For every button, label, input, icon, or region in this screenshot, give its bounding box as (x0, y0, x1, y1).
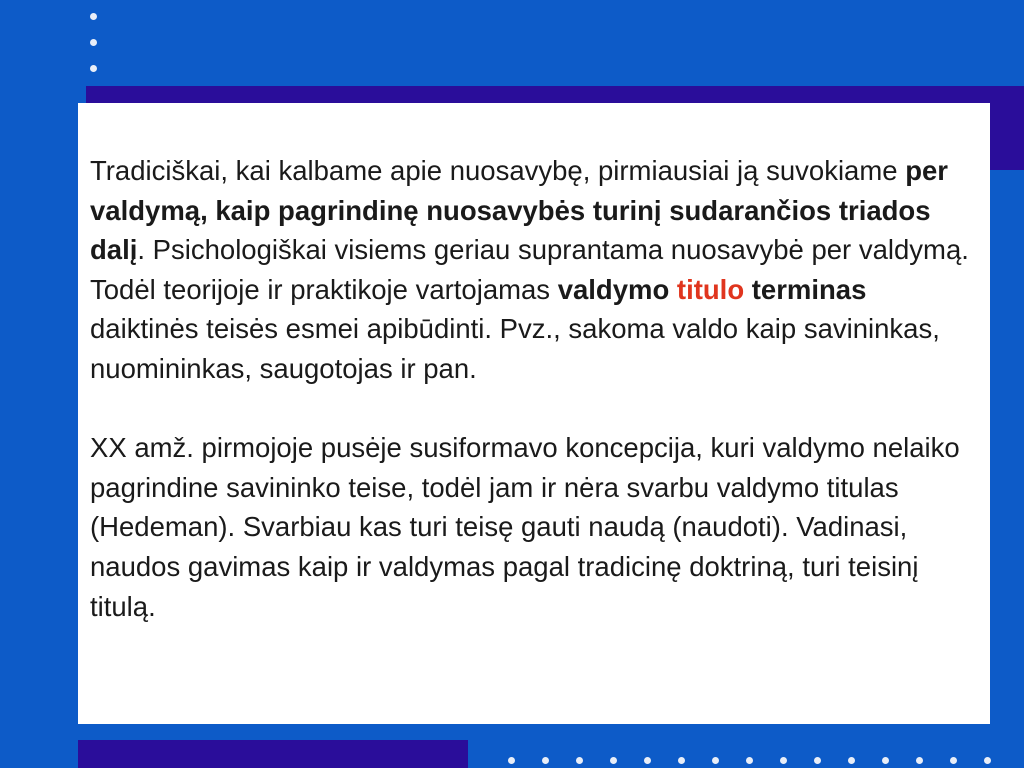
decor-dot (916, 757, 923, 764)
decor-dot (576, 757, 583, 764)
text-run: daiktinės teisės esmei apibūdinti. Pvz., sakoma valdo kaip savininkas, nuomininkas, saugotojas ir pan. (90, 313, 940, 384)
decor-dot (610, 757, 617, 764)
text-run (744, 274, 752, 305)
paragraph-ownership (90, 151, 980, 389)
decor-band-bottom (78, 740, 468, 768)
decor-dot (90, 13, 97, 20)
bold-word: valdymo (557, 273, 670, 305)
content-panel (78, 103, 990, 724)
decor-dot (746, 757, 753, 764)
decor-dot (848, 757, 855, 764)
decor-dot (644, 757, 651, 764)
text-run: Tradiciškai, kai kalbame apie nuosavybę, pirmiausiai ją suvokiame (90, 155, 906, 186)
decor-dot (678, 757, 685, 764)
decor-dot (90, 39, 97, 46)
text-run: . Psichologiškai visiems geriau suprantama nuosavybė per valdymą. Todėl teorijoje ir praktikoje vartojamas (90, 234, 969, 305)
slide-text (90, 151, 980, 626)
decor-dot (508, 757, 515, 764)
decor-dot (950, 757, 957, 764)
text-run (669, 274, 677, 305)
decor-dot (90, 65, 97, 72)
decor-dot (984, 757, 991, 764)
decor-dot (712, 757, 719, 764)
decor-dot (542, 757, 549, 764)
paragraph-concept: XX amž. pirmojoje pusėje susiformavo koncepcija, kuri valdymo nelaiko pagrindine savininko teise, todėl jam ir nėra svarbu valdymo titulas (Hedeman). Svarbiau kas turi teisę gauti naudą (naudoti). Vadinasi, naudos gavimas kaip ir valdymas pagal tradicinę doktriną, turi teisinį titulą. (90, 432, 960, 622)
bold-word: terminas (751, 273, 867, 305)
highlight-word: titulo (676, 273, 745, 305)
decor-dot (882, 757, 889, 764)
decor-dot (814, 757, 821, 764)
bold-phrase: per valdymą, kaip pagrindinę nuosavybės turinį sudarančios triados dalį (90, 155, 948, 266)
decor-dot (780, 757, 787, 764)
paragraph-gap (90, 389, 980, 429)
